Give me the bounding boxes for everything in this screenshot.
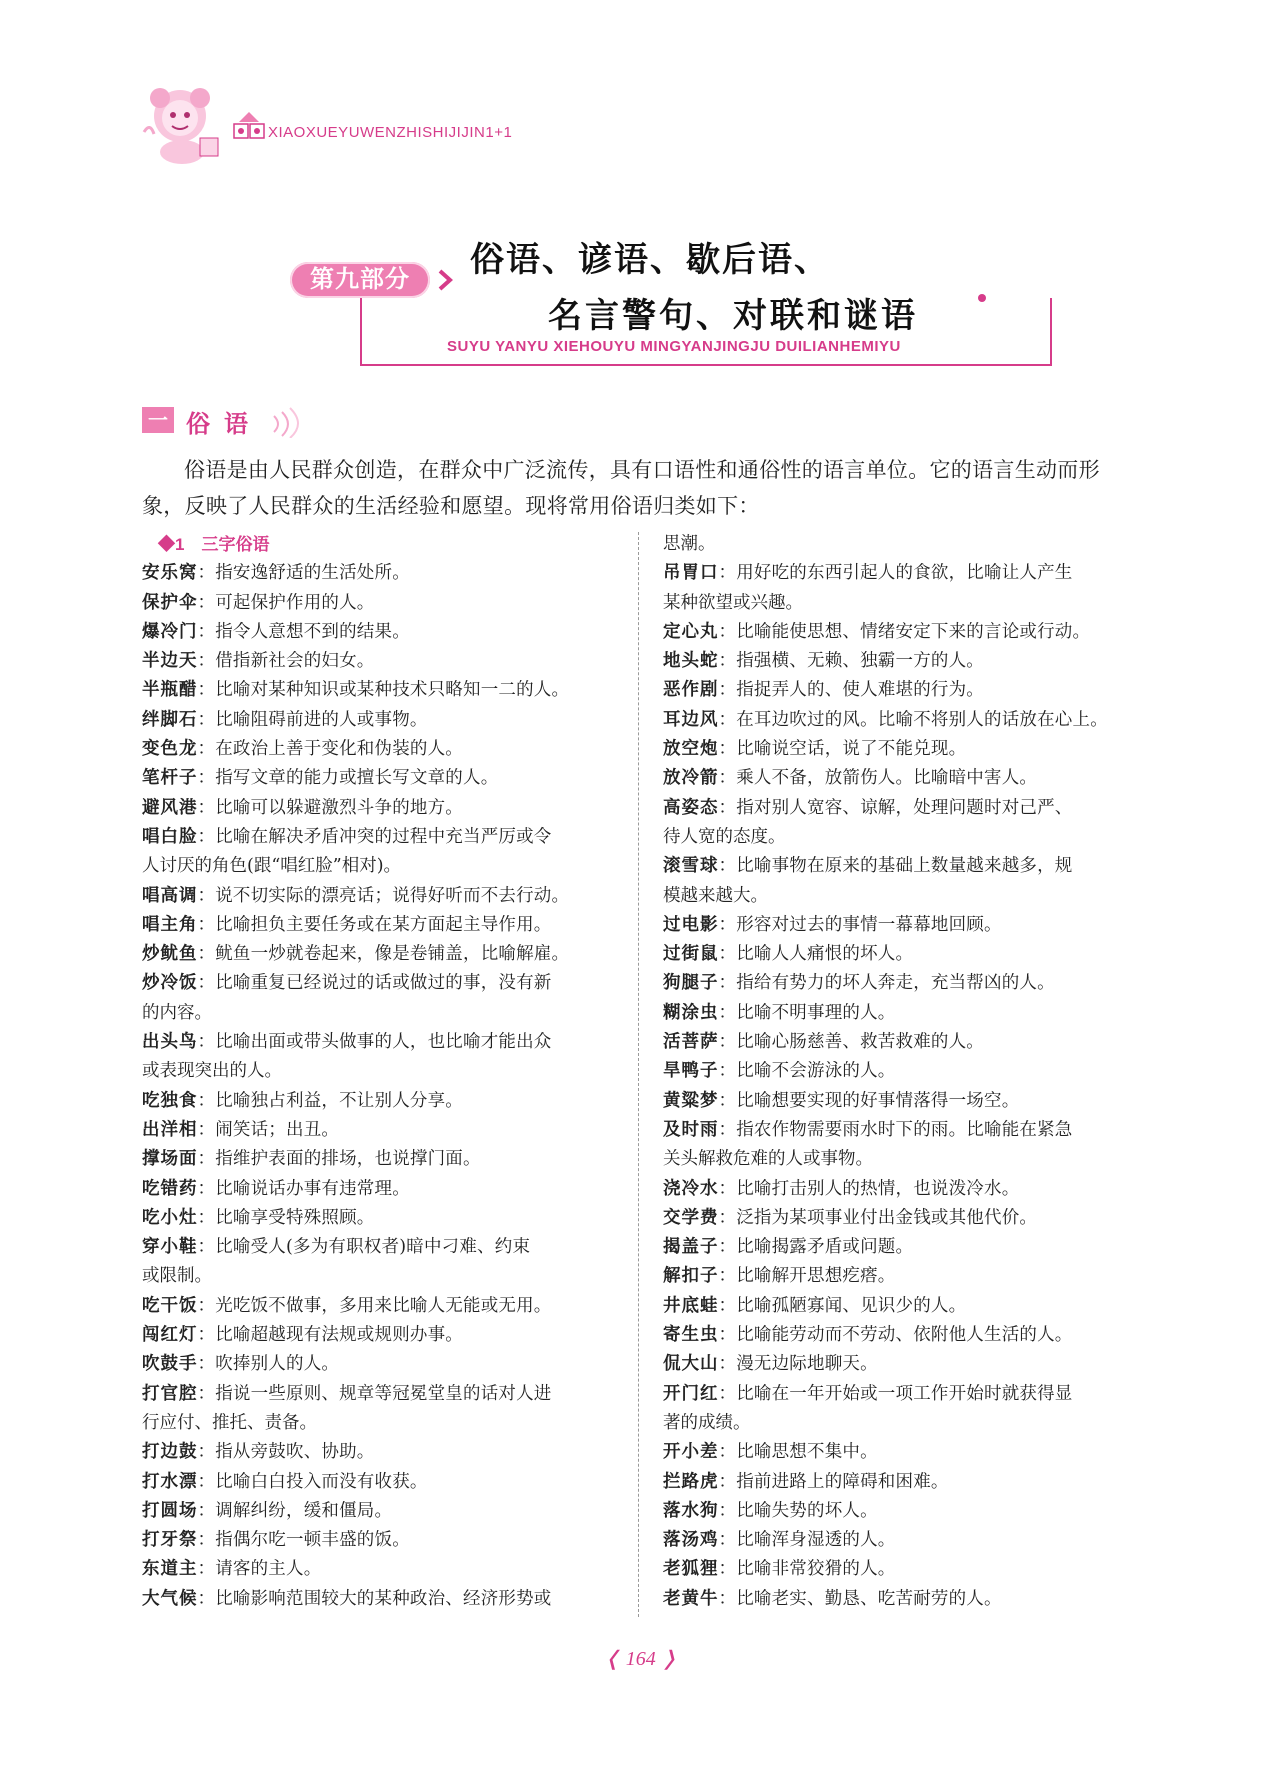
entry-definition: ：比喻心肠慈善、救苦救难的人。 <box>718 1032 984 1053</box>
entry-item <box>663 1526 1151 1555</box>
entry-item <box>663 1057 1151 1086</box>
entry-item <box>142 1438 630 1467</box>
entry-item <box>142 764 630 793</box>
entry-item <box>142 676 630 705</box>
entry-definition: ：比喻在一年开始或一项工作开始时就获得显 <box>718 1383 1073 1404</box>
entry-definition: ：指强横、无赖、独霸一方的人。 <box>718 651 984 672</box>
entry-item <box>663 911 1151 940</box>
entry-term: 揭盖子 <box>663 1237 719 1258</box>
entry-item <box>142 969 630 998</box>
entry-term: 穿小鞋 <box>142 1237 198 1258</box>
entry-term: 老狐狸 <box>663 1559 719 1580</box>
entry-term: 打牙祭 <box>142 1530 198 1551</box>
entry-definition: ：比喻独占利益，不让别人分享。 <box>197 1090 463 1111</box>
entry-definition: ：比喻在解决矛盾冲突的过程中充当严厉或令 <box>197 826 552 847</box>
entry-item <box>663 969 1151 998</box>
entry-definition: ：比喻超越现有法规或规则办事。 <box>197 1325 463 1346</box>
entry-definition: ：比喻影响范围较大的某种政治、经济形势或 <box>197 1588 552 1609</box>
entry-term: 解扣子 <box>663 1266 719 1287</box>
entry-definition: ：指写文章的能力或擅长写文章的人。 <box>197 768 499 789</box>
entry-definition: ：比喻出面或带头做事的人，也比喻才能出众 <box>197 1032 552 1053</box>
entry-definition: ：比喻解开思想疙瘩。 <box>718 1266 896 1287</box>
entry-item <box>142 1116 630 1145</box>
part-badge: 第九部分 <box>290 262 430 298</box>
entry-item <box>142 1087 630 1116</box>
entry-item <box>142 618 630 647</box>
entry-definition: ：指前进路上的障碍和困难。 <box>718 1471 949 1492</box>
mascot-logo-icon <box>140 82 230 166</box>
entry-definition: ：指捉弄人的、使人难堪的行为。 <box>718 680 984 701</box>
entry-term: 狗腿子 <box>663 973 719 994</box>
entry-item <box>142 647 630 676</box>
left-column <box>142 530 630 1614</box>
entry-definition: ：比喻担负主要任务或在某方面起主导作用。 <box>197 914 552 935</box>
entry-term: 侃大山 <box>663 1354 719 1375</box>
entry-item <box>663 647 1151 676</box>
entry-item <box>663 1438 1151 1467</box>
arrow-right-icon <box>436 268 454 292</box>
entry-item <box>663 559 1151 588</box>
entry-item <box>142 940 630 969</box>
entry-definition: ：说不切实际的漂亮话；说得好听而不去行动。 <box>197 885 570 906</box>
entry-item <box>142 1497 630 1526</box>
entry-term: 半瓶醋 <box>142 680 198 701</box>
entry-term: 半边天 <box>142 651 198 672</box>
entry-term: 吃干饭 <box>142 1295 198 1316</box>
entry-definition: ：比喻可以躲避激烈斗争的地方。 <box>197 797 463 818</box>
entry-definition: ：在政治上善于变化和伪装的人。 <box>197 739 463 760</box>
column-divider <box>638 532 639 1617</box>
entry-item <box>663 1350 1151 1379</box>
series-title: XIAOXUEYUWENZHISHIJIJIN1+1 <box>268 124 513 141</box>
entry-item <box>142 1380 630 1409</box>
entry-item <box>142 706 630 735</box>
section-number: 一 <box>142 407 174 433</box>
section-heading <box>142 404 342 438</box>
running-header <box>140 82 640 162</box>
entry-definition: ：比喻老实、勤恳、吃苦耐劳的人。 <box>718 1588 1002 1609</box>
intro-paragraph: 俗语是由人民群众创造，在群众中广泛流传，具有口语性和通俗性的语言单位。它的语言生动而形象，反映了人民群众的生活经验和愿望。现将常用俗语归类如下： <box>142 458 1100 518</box>
entry-term: 定心丸 <box>663 621 719 642</box>
entry-term: 黄粱梦 <box>663 1090 719 1111</box>
entry-item <box>663 1233 1151 1262</box>
entry-item <box>663 794 1151 823</box>
entry-term: 大气候 <box>142 1588 198 1609</box>
entry-definition-continued: 的内容。 <box>142 1002 212 1023</box>
subheading: ◆1 三字俗语 <box>158 535 270 554</box>
entry-item <box>142 589 630 618</box>
entry-definition: ：形容对过去的事情一幕幕地回顾。 <box>718 914 1002 935</box>
entry-definition: ：指偶尔吃一顿丰盛的饭。 <box>197 1530 410 1551</box>
entry-definition: ：闹笑话；出丑。 <box>197 1119 340 1140</box>
entry-term: 落汤鸡 <box>663 1530 719 1551</box>
entry-definition: ：比喻不明事理的人。 <box>718 1002 896 1023</box>
chapter-title-line2: 名言警句、对联和谜语 <box>548 296 918 336</box>
entry-definition: ：用好吃的东西引起人的食欲，比喻让人产生 <box>718 563 1073 584</box>
entry-item <box>663 1380 1151 1409</box>
entry-definition: ：比喻受人(多为有职权者)暗中刁难、约束 <box>197 1237 531 1258</box>
page-right-arrow-icon: ❭ <box>655 1648 678 1670</box>
entry-item <box>142 1145 630 1174</box>
entry-definition-continued: 著的成绩。 <box>663 1412 751 1433</box>
entry-item <box>663 735 1151 764</box>
entry-item <box>142 1175 630 1204</box>
entry-definition: ：比喻非常狡猾的人。 <box>718 1559 896 1580</box>
page-number <box>604 1646 678 1671</box>
section-title: 俗语 <box>186 409 262 438</box>
signal-waves-icon <box>268 406 308 438</box>
entry-definition: ：比喻阻碍前进的人或事物。 <box>197 709 428 730</box>
entry-definition: ：调解纠纷，缓和僵局。 <box>197 1500 393 1521</box>
entry-item <box>142 1555 630 1584</box>
entry-term: 放空炮 <box>663 739 719 760</box>
entry-term: 耳边风 <box>663 709 719 730</box>
continued-text: 思潮。 <box>663 534 716 554</box>
entry-definition-continued: 关头解救危难的人或事物。 <box>663 1149 873 1170</box>
entry-definition: ：比喻人人痛恨的坏人。 <box>718 944 914 965</box>
entry-item <box>663 1204 1151 1233</box>
chapter-title-block <box>290 232 1050 368</box>
entry-term: 避风港 <box>142 797 198 818</box>
entry-item <box>142 1292 630 1321</box>
entry-item <box>142 1585 630 1614</box>
entry-definition: ：指安逸舒适的生活处所。 <box>197 563 410 584</box>
entry-definition: ：光吃饭不做事，多用来比喻人无能或无用。 <box>197 1295 552 1316</box>
entry-definition-continued: 某种欲望或兴趣。 <box>663 592 803 613</box>
entry-definition: ：指令人意想不到的结果。 <box>197 621 410 642</box>
entry-item <box>663 999 1151 1028</box>
entry-definition: ：比喻揭露矛盾或问题。 <box>718 1237 914 1258</box>
entry-item <box>663 1028 1151 1057</box>
entry-term: 炒鱿鱼 <box>142 944 198 965</box>
title-dot <box>978 294 986 302</box>
entry-term: 安乐窝 <box>142 563 198 584</box>
entry-item <box>663 1087 1151 1116</box>
entry-definition: ：指对别人宽容、谅解，处理问题时对己严、 <box>718 797 1073 818</box>
entry-term: 糊涂虫 <box>663 1002 719 1023</box>
entry-definition: ：比喻说空话，说了不能兑现。 <box>718 739 967 760</box>
left-entry-list <box>142 559 630 1614</box>
entry-item <box>663 1116 1151 1145</box>
entry-item <box>142 794 630 823</box>
entry-term: 唱白脸 <box>142 826 198 847</box>
entry-term: 绊脚石 <box>142 709 198 730</box>
entry-definition: ：泛指为某项事业付出金钱或其他代价。 <box>718 1207 1038 1228</box>
entry-definition-continued: 人讨厌的角色(跟“唱红脸”相对)。 <box>142 856 402 877</box>
entry-item <box>663 852 1151 881</box>
entry-definition-continued: 或表现突出的人。 <box>142 1061 282 1082</box>
entry-definition: ：比喻重复已经说过的话或做过的事，没有新 <box>197 973 552 994</box>
entry-definition: ：比喻失势的坏人。 <box>718 1500 878 1521</box>
entry-term: 高姿态 <box>663 797 719 818</box>
chapter-title-pinyin: SUYU YANYU XIEHOUYU MINGYANJINGJU DUILIANHEMIYU <box>447 338 901 355</box>
entry-term: 吃错药 <box>142 1178 198 1199</box>
entry-term: 活菩萨 <box>663 1032 719 1053</box>
entry-item <box>142 1350 630 1379</box>
entry-definition: ：比喻对某种知识或某种技术只略知一二的人。 <box>197 680 570 701</box>
entry-definition: ：借指新社会的妇女。 <box>197 651 375 672</box>
entry-item <box>663 1468 1151 1497</box>
entry-definition: ：比喻想要实现的好事情落得一场空。 <box>718 1090 1020 1111</box>
entry-term: 放冷箭 <box>663 768 719 789</box>
entry-definition: ：比喻浑身湿透的人。 <box>718 1530 896 1551</box>
chapter-title-line1: 俗语、谚语、歇后语、 <box>470 240 830 280</box>
entry-item <box>142 823 630 852</box>
entry-term: 唱主角 <box>142 914 198 935</box>
entry-term: 打水漂 <box>142 1471 198 1492</box>
entry-term: 打官腔 <box>142 1383 198 1404</box>
entry-definition-continued: 或限制。 <box>142 1266 212 1287</box>
entry-definition: ：比喻事物在原来的基础上数量越来越多，规 <box>718 856 1073 877</box>
entry-item <box>142 1233 630 1262</box>
entry-term: 过电影 <box>663 914 719 935</box>
entry-term: 老黄牛 <box>663 1588 719 1609</box>
entry-item <box>142 1526 630 1555</box>
entry-term: 地头蛇 <box>663 651 719 672</box>
entry-term: 及时雨 <box>663 1119 719 1140</box>
entry-term: 东道主 <box>142 1559 198 1580</box>
entry-item <box>663 1262 1151 1291</box>
entry-definition: ：乘人不备，放箭伤人。比喻暗中害人。 <box>718 768 1038 789</box>
entry-term: 出头鸟 <box>142 1032 198 1053</box>
entry-definition: ：比喻不会游泳的人。 <box>718 1061 896 1082</box>
entry-term: 吊胃口 <box>663 563 719 584</box>
entry-term: 交学费 <box>663 1207 719 1228</box>
page-number-value: 164 <box>625 1648 656 1670</box>
entry-item <box>663 940 1151 969</box>
entry-term: 过街鼠 <box>663 944 719 965</box>
entry-item <box>142 1204 630 1233</box>
entry-definition: ：比喻白白投入而没有收获。 <box>197 1471 428 1492</box>
entry-item <box>663 618 1151 647</box>
entry-item <box>142 735 630 764</box>
entry-term: 滚雪球 <box>663 856 719 877</box>
entry-definition: ：鱿鱼一炒就卷起来，像是卷铺盖，比喻解雇。 <box>197 944 570 965</box>
abc-blocks-icon <box>232 110 266 140</box>
entry-definition: ：吹捧别人的人。 <box>197 1354 340 1375</box>
entry-term: 落水狗 <box>663 1500 719 1521</box>
entry-term: 笔杆子 <box>142 768 198 789</box>
entry-term: 寄生虫 <box>663 1325 719 1346</box>
entry-definition: ：比喻享受特殊照顾。 <box>197 1207 375 1228</box>
entry-item <box>663 706 1151 735</box>
entry-term: 变色龙 <box>142 739 198 760</box>
entry-term: 吃小灶 <box>142 1207 198 1228</box>
entry-item <box>663 1555 1151 1584</box>
entry-definition: ：比喻能劳动而不劳动、依附他人生活的人。 <box>718 1325 1073 1346</box>
entry-item <box>663 1175 1151 1204</box>
entry-term: 开小差 <box>663 1442 719 1463</box>
entry-term: 开门红 <box>663 1383 719 1404</box>
entry-term: 保护伞 <box>142 592 198 613</box>
entry-term: 恶作剧 <box>663 680 719 701</box>
entry-item <box>663 676 1151 705</box>
entry-term: 旱鸭子 <box>663 1061 719 1082</box>
entry-term: 吃独食 <box>142 1090 198 1111</box>
entry-term: 爆冷门 <box>142 621 198 642</box>
entry-item <box>142 1028 630 1057</box>
entry-term: 吹鼓手 <box>142 1354 198 1375</box>
right-entry-list <box>663 559 1151 1614</box>
entry-item <box>663 1497 1151 1526</box>
entry-item <box>663 1585 1151 1614</box>
entry-term: 出洋相 <box>142 1119 198 1140</box>
entry-definition-continued: 待人宽的态度。 <box>663 826 786 847</box>
right-column <box>663 530 1151 1614</box>
entry-item <box>142 1321 630 1350</box>
entry-definition: ：可起保护作用的人。 <box>197 592 375 613</box>
entry-definition-continued: 模越来越大。 <box>663 885 768 906</box>
entry-term: 拦路虎 <box>663 1471 719 1492</box>
entry-definition: ：比喻思想不集中。 <box>718 1442 878 1463</box>
entry-definition: ：指从旁鼓吹、协助。 <box>197 1442 375 1463</box>
entry-definition-continued: 行应付、推托、责备。 <box>142 1412 317 1433</box>
entry-definition: ：指农作物需要雨水时下的雨。比喻能在紧急 <box>718 1119 1073 1140</box>
entry-term: 打圆场 <box>142 1500 198 1521</box>
entry-term: 浇冷水 <box>663 1178 719 1199</box>
entry-item <box>142 1468 630 1497</box>
entry-definition: ：请客的主人。 <box>197 1559 322 1580</box>
entry-item <box>663 1321 1151 1350</box>
entry-definition: ：比喻能使思想、情绪安定下来的言论或行动。 <box>718 621 1091 642</box>
entry-definition: ：漫无边际地聊天。 <box>718 1354 878 1375</box>
entry-term: 打边鼓 <box>142 1442 198 1463</box>
entry-term: 唱高调 <box>142 885 198 906</box>
entry-term: 撑场面 <box>142 1149 198 1170</box>
entry-item <box>142 559 630 588</box>
entry-definition: ：指给有势力的坏人奔走，充当帮凶的人。 <box>718 973 1055 994</box>
entry-item <box>142 882 630 911</box>
entry-item <box>663 764 1151 793</box>
entry-item <box>663 1292 1151 1321</box>
entry-definition: ：比喻说话办事有违常理。 <box>197 1178 410 1199</box>
entry-definition: ：指说一些原则、规章等冠冕堂皇的话对人进 <box>197 1383 552 1404</box>
page-left-arrow-icon: ❬ <box>604 1648 626 1670</box>
entry-definition: ：比喻打击别人的热情，也说泼冷水。 <box>718 1178 1020 1199</box>
entry-definition: ：在耳边吹过的风。比喻不将别人的话放在心上。 <box>718 709 1108 730</box>
entry-definition: ：比喻孤陋寡闻、见识少的人。 <box>718 1295 967 1316</box>
entry-term: 炒冷饭 <box>142 973 198 994</box>
entry-term: 井底蛙 <box>663 1295 719 1316</box>
entry-definition: ：指维护表面的排场，也说撑门面。 <box>197 1149 481 1170</box>
entry-term: 闯红灯 <box>142 1325 198 1346</box>
entry-item <box>142 911 630 940</box>
